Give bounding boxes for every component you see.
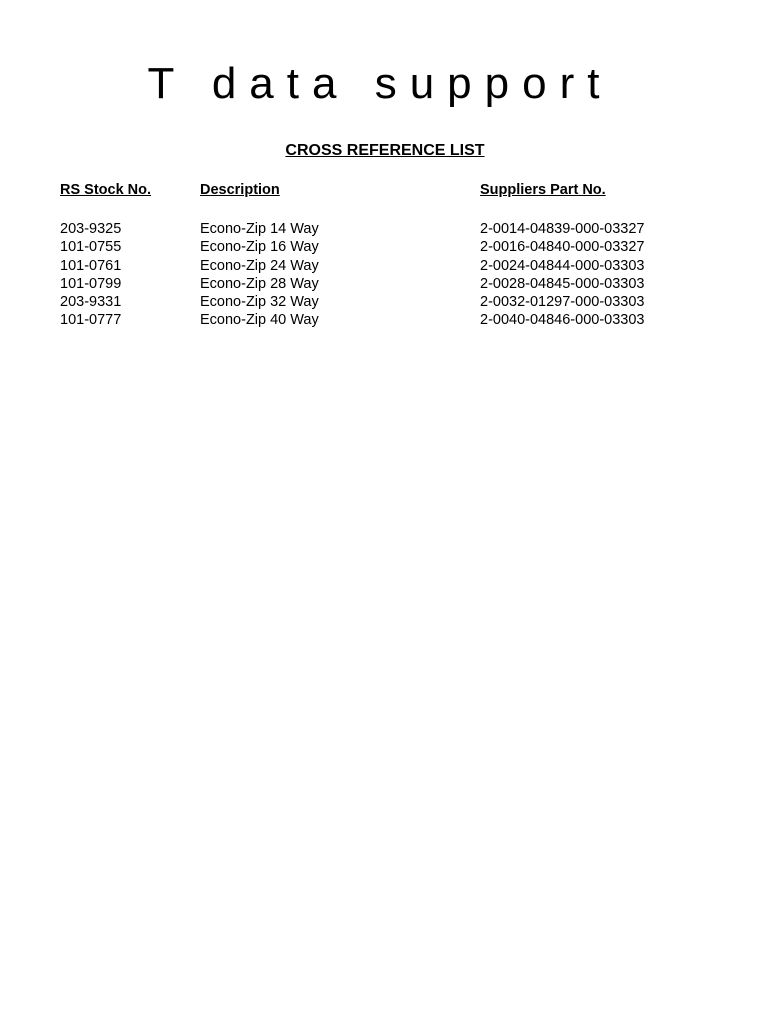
stock-no-cell: 101-0755 bbox=[60, 239, 122, 256]
table-row bbox=[60, 311, 740, 329]
suppliers-part-no-cell: 2-0032-01297-000-03303 bbox=[480, 293, 645, 310]
description-cell: Econo-Zip 24 Way bbox=[200, 257, 319, 274]
stock-no-cell: 203-9325 bbox=[60, 221, 122, 238]
suppliers-part-no-cell: 2-0014-04839-000-03327 bbox=[480, 221, 645, 238]
description-cell: Econo-Zip 16 Way bbox=[200, 239, 319, 256]
column-header-suppliers-part-no: Suppliers Part No. bbox=[480, 182, 606, 198]
stock-no-cell: 101-0799 bbox=[60, 275, 122, 292]
description-cell: Econo-Zip 14 Way bbox=[200, 221, 319, 238]
stock-no-cell: 101-0761 bbox=[60, 257, 122, 274]
table-row bbox=[60, 293, 740, 311]
description-cell: Econo-Zip 32 Way bbox=[200, 293, 319, 310]
suppliers-part-no-cell: 2-0028-04845-000-03303 bbox=[480, 275, 645, 292]
suppliers-part-no-cell: 2-0040-04846-000-03303 bbox=[480, 312, 645, 329]
description-cell: Econo-Zip 28 Way bbox=[200, 275, 319, 292]
table-row bbox=[60, 275, 740, 293]
table-header-row bbox=[60, 181, 740, 199]
column-header-description: Description bbox=[200, 182, 280, 198]
suppliers-part-no-cell: 2-0024-04844-000-03303 bbox=[480, 257, 645, 274]
table-row bbox=[60, 220, 740, 238]
description-cell: Econo-Zip 40 Way bbox=[200, 312, 319, 329]
suppliers-part-no-cell: 2-0016-04840-000-03327 bbox=[480, 239, 645, 256]
table-row bbox=[60, 257, 740, 275]
table-row bbox=[60, 238, 740, 256]
stock-no-cell: 203-9331 bbox=[60, 293, 122, 310]
column-header-stock-no: RS Stock No. bbox=[60, 182, 152, 198]
cross-reference-heading: CROSS REFERENCE LIST bbox=[285, 142, 485, 159]
cross-reference-table bbox=[60, 181, 740, 329]
page-title: T data support bbox=[147, 59, 613, 108]
stock-no-cell: 101-0777 bbox=[60, 312, 122, 329]
